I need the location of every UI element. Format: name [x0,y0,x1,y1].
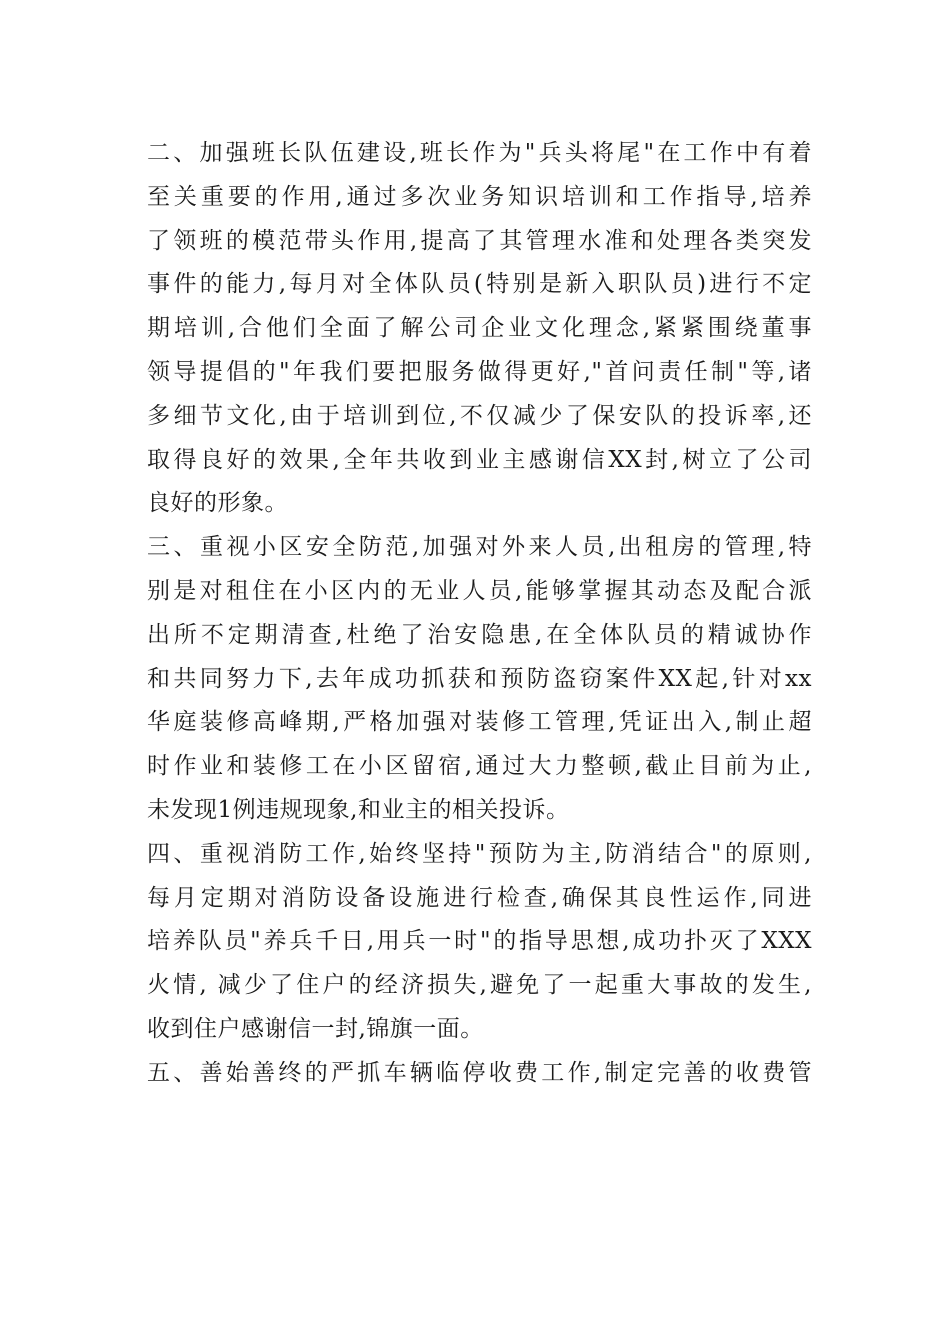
text-line: 多细节文化,由于培训到位,不仅减少了保安队的投诉率,还 [147,402,812,429]
body-text [147,132,812,1096]
text-line: 培养队员"养兵千日,用兵一时"的指导思想,成功扑灭了XXX [147,928,812,955]
text-line: 华庭装修高峰期,严格加强对装修工管理,凭证出入,制止超 [147,709,812,736]
text-line: 良好的形象。 [147,490,288,517]
text-line: 收到住户感谢信一封,锦旗一面。 [147,1015,484,1042]
text-line: 取得良好的效果,全年共收到业主感谢信XX封,树立了公司 [147,446,812,473]
text-line: 领导提倡的"年我们要把服务做得更好,"首问责任制"等,诸 [147,358,812,385]
text-line: 别是对租住在小区内的无业人员,能够掌握其动态及配合派 [147,577,812,604]
text-line: 期培训,合他们全面了解公司企业文化理念,紧紧围绕董事 [147,315,812,342]
text-line: 了领班的模范带头作用,提高了其管理水准和处理各类突发 [147,227,812,254]
text-line: 出所不定期清查,杜绝了治安隐患,在全体队员的精诚协作 [147,621,812,648]
text-line: 时作业和装修工在小区留宿,通过大力整顿,截止目前为止, [147,753,812,780]
text-line: 火情, 减少了住户的经济损失,避免了一起重大事故的发生, [147,972,812,999]
text-line: 事件的能力,每月对全体队员(特别是新入职队员)进行不定 [147,271,812,298]
text-line: 未发现1例违规现象,和业主的相关投诉。 [147,796,570,823]
text-line: 二、加强班长队伍建设,班长作为"兵头将尾"在工作中有着 [147,140,812,166]
text-line: 和共同努力下,去年成功抓获和预防盗窃案件XX起,针对xx [147,665,812,692]
text-line: 至关重要的作用,通过多次业务知识培训和工作指导,培养 [147,183,812,210]
text-line: 四、重视消防工作,始终坚持"预防为主,防消结合"的原则, [147,840,812,867]
text-line: 五、善始善终的严抓车辆临停收费工作,制定完善的收费管 [147,1059,812,1086]
text-line: 三、重视小区安全防范,加强对外来人员,出租房的管理,特 [147,534,812,561]
text-line: 每月定期对消防设备设施进行检查,确保其良性运作,同进 [147,884,812,911]
